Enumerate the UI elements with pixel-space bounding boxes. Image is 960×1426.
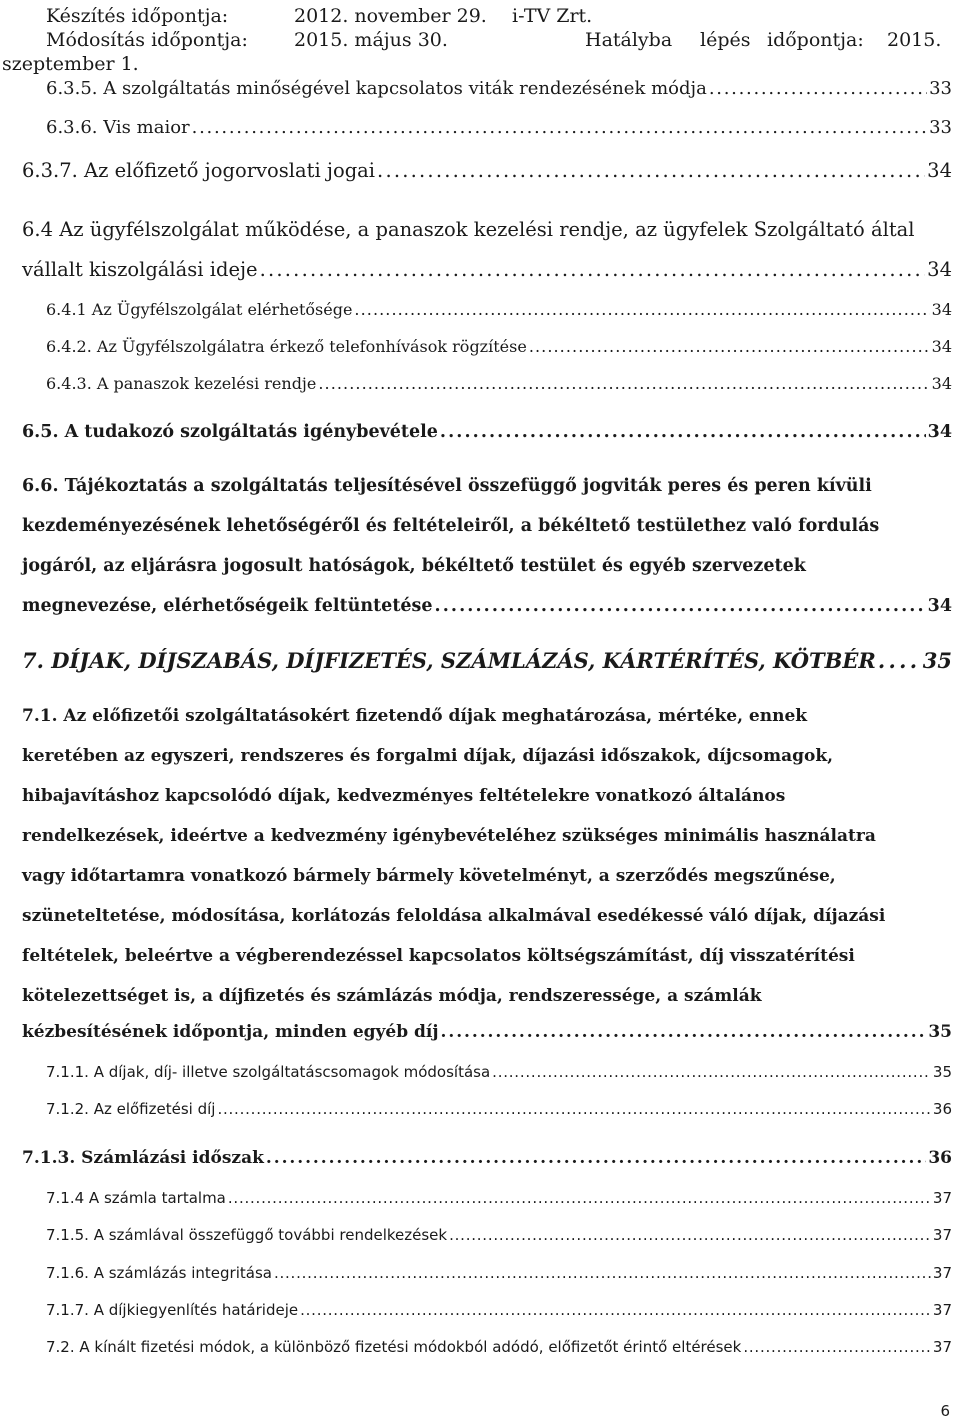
toc-entry[interactable] <box>46 117 952 138</box>
modified-value: 2015. május 30. <box>294 29 448 51</box>
page-number: 6 <box>940 1402 950 1420</box>
toc-entry[interactable] <box>46 1100 952 1118</box>
toc-entry-title: vállalt kiszolgálási ideje <box>22 258 258 281</box>
toc-entry-title-line: hibajavításhoz kapcsolódó díjak, kedvezményes feltételekre vonatkozó általános <box>22 786 786 806</box>
toc-entry-title: 6.4.1 Az Ügyfélszolgálat elérhetősége <box>46 300 353 319</box>
toc-leader <box>192 117 927 138</box>
toc-entry-page: 34 <box>927 422 952 442</box>
toc-entry-title-line: szüneteltetése, módosítása, korlátozás feloldása alkalmával esedékessé váló díjak, díjazási <box>22 906 886 926</box>
toc-entry[interactable] <box>22 596 952 616</box>
toc-entry-title: kézbesítésének időpontja, minden egyéb díj <box>22 1022 439 1042</box>
toc-entry[interactable] <box>46 1189 952 1207</box>
toc-entry-page: 34 <box>927 159 952 182</box>
effective-continuation: szeptember 1. <box>2 53 139 75</box>
toc-entry-title-line: feltételek, beleértve a végberendezéssel kapcsolatos költségszámítást, díj visszatérítési <box>22 946 855 966</box>
toc-entry-title: 6.3.5. A szolgáltatás minőségével kapcsolatos viták rendezésének módja <box>46 78 707 99</box>
toc-entry-page: 34 <box>931 374 952 393</box>
effective-word2: lépés <box>700 29 751 51</box>
toc-entry-title: 6.4.3. A panaszok kezelési rendje <box>46 374 317 393</box>
toc-entry[interactable] <box>22 1022 952 1042</box>
toc-leader <box>260 258 926 281</box>
toc-entry[interactable] <box>46 374 952 393</box>
toc-entry-title: 7.1.3. Számlázási időszak <box>22 1148 264 1168</box>
modified-label: Módosítás időpontja: <box>46 29 248 51</box>
toc-entry-page: 35 <box>932 1063 952 1081</box>
toc-entry-title-line: keretében az egyszeri, rendszeres és forgalmi díjak, díjazási időszakok, díjcsomagok, <box>22 746 834 766</box>
toc-entry-page: 37 <box>932 1226 952 1244</box>
toc-entry-page: 36 <box>932 1100 952 1118</box>
toc-entry-title: 6.3.7. Az előfizető jogorvoslati jogai <box>22 159 376 182</box>
toc-entry[interactable] <box>46 1301 952 1319</box>
effective-word3: időpontja: <box>767 29 864 51</box>
toc-entry-page: 34 <box>931 300 952 319</box>
toc-entry-page: 34 <box>927 596 952 616</box>
toc-entry[interactable] <box>46 78 952 99</box>
toc-leader <box>228 1189 931 1207</box>
toc-entry-title-line: kezdeményezésének lehetőségéről és feltételeiről, a békéltető testülethez való fordulás <box>22 516 880 536</box>
toc-entry-page: 33 <box>929 78 952 99</box>
toc-entry-title: 6.4.2. Az Ügyfélszolgálatra érkező telefonhívások rögzítése <box>46 337 527 356</box>
toc-entry-page: 34 <box>931 337 952 356</box>
toc-entry-page: 33 <box>929 117 952 138</box>
toc-leader <box>377 159 925 182</box>
toc-entry-title-line: jogáról, az eljárásra jogosult hatóságok, békéltető testület és egyéb szervezetek <box>22 556 806 576</box>
effective-year: 2015. <box>887 29 942 51</box>
effective-label: Hatályba <box>585 29 673 51</box>
toc-entry-title: 7.1.5. A számlával összefüggő további rendelkezések <box>46 1226 448 1244</box>
toc-leader <box>300 1301 931 1319</box>
toc-entry[interactable] <box>46 1226 952 1244</box>
toc-entry-page: 36 <box>928 1148 952 1168</box>
toc-leader <box>318 374 929 393</box>
toc-entry-title-line: 6.6. Tájékoztatás a szolgáltatás teljesítésével összefüggő jogviták peres és peren kívüli <box>22 476 872 496</box>
toc-leader <box>274 1264 931 1282</box>
toc-entry-title-line: 7.1. Az előfizetői szolgáltatásokért fizetendő díjak meghatározása, mértéke, ennek <box>22 706 808 726</box>
toc-leader <box>709 78 927 99</box>
created-value: 2012. november 29. <box>294 5 487 27</box>
toc-entry[interactable] <box>46 1338 952 1356</box>
company-name: i-TV Zrt. <box>512 5 593 27</box>
toc-leader <box>435 596 926 616</box>
toc-entry-page: 37 <box>932 1264 952 1282</box>
toc-entry-title: 7.1.6. A számlázás integritása <box>46 1264 272 1282</box>
toc-entry-title: 6.5. A tudakozó szolgáltatás igénybevétele <box>22 422 438 442</box>
toc-entry-title: megnevezése, elérhetőségeik feltüntetése <box>22 596 433 616</box>
toc-leader <box>266 1148 926 1168</box>
toc-entry[interactable] <box>22 1148 952 1168</box>
toc-leader <box>529 337 930 356</box>
toc-leader <box>440 422 926 442</box>
toc-entry[interactable] <box>22 159 952 182</box>
toc-leader <box>878 648 921 673</box>
toc-entry[interactable] <box>46 1264 952 1282</box>
toc-entry-title: 7.1.7. A díjkiegyenlítés határideje <box>46 1301 299 1319</box>
toc-entry[interactable] <box>46 1063 952 1081</box>
toc-leader <box>354 300 929 319</box>
created-label: Készítés időpontja: <box>46 5 229 27</box>
toc-entry[interactable] <box>22 648 952 673</box>
toc-entry-title: 7.2. A kínált fizetési módok, a különböző fizetési módokból adódó, előfizetőt érintő eltérések <box>46 1338 742 1356</box>
toc-leader <box>449 1226 931 1244</box>
toc-entry-title: 7. DÍJAK, DÍJSZABÁS, DÍJFIZETÉS, SZÁMLÁZÁS, KÁRTÉRÍTÉS, KÖTBÉR <box>22 648 876 673</box>
toc-entry-page: 35 <box>928 1022 952 1042</box>
toc-entry-title-line: kötelezettséget is, a díjfizetés és számlázás módja, rendszeressége, a számlák <box>22 986 762 1006</box>
toc-entry-page: 37 <box>932 1301 952 1319</box>
toc-entry-title: 7.1.4 A számla tartalma <box>46 1189 226 1207</box>
toc-entry-title-line: vagy időtartamra vonatkozó bármely bármely követelményt, a szerződés megszűnése, <box>22 866 836 886</box>
toc-entry-title-line: rendelkezések, ideértve a kedvezmény igénybevételéhez szükséges minimális használatra <box>22 826 876 846</box>
toc-entry-title-line: 6.4 Az ügyfélszolgálat működése, a panaszok kezelési rendje, az ügyfelek Szolgáltató által <box>22 218 915 241</box>
toc-entry-page: 35 <box>922 648 952 673</box>
toc-leader <box>217 1100 930 1118</box>
toc-leader <box>743 1338 931 1356</box>
toc-entry[interactable] <box>22 422 952 442</box>
toc-leader <box>441 1022 927 1042</box>
toc-entry-page: 34 <box>927 258 952 281</box>
toc-leader <box>492 1063 931 1081</box>
toc-entry[interactable] <box>46 337 952 356</box>
toc-entry-page: 37 <box>932 1338 952 1356</box>
toc-entry-title: 7.1.2. Az előfizetési díj <box>46 1100 216 1118</box>
toc-entry-title: 6.3.6. Vis maior <box>46 117 190 138</box>
toc-entry-title: 7.1.1. A díjak, díj- illetve szolgáltatáscsomagok módosítása <box>46 1063 491 1081</box>
toc-entry[interactable] <box>22 258 952 281</box>
toc-entry[interactable] <box>46 300 952 319</box>
toc-entry-page: 37 <box>932 1189 952 1207</box>
